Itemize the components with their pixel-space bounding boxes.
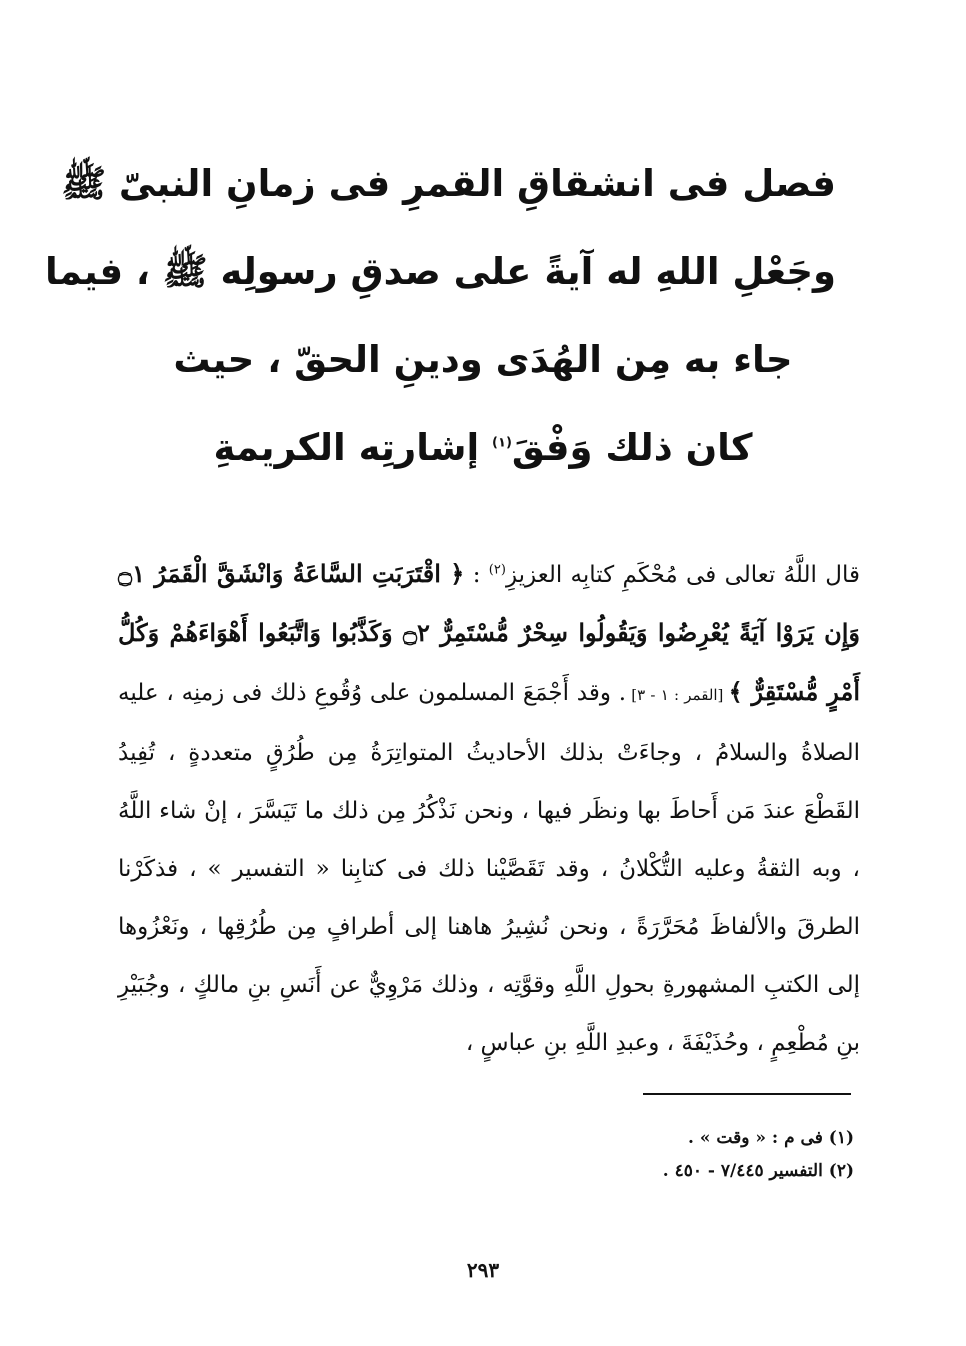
- footnote-1: (١) فى م : « وقت » .: [688, 1128, 854, 1148]
- heading-line-2: وجَعْلِ اللهِ له آيةً على صدقِ رسولِه ﷺ ، فيما: [45, 250, 836, 293]
- verse-reference: [القمر : ١ - ٣]: [626, 686, 729, 704]
- heading-line-1: فصل فى انشقاقِ القمرِ فى زمانِ النبىّ ﷺ: [61, 162, 836, 205]
- footnote-2: (٢) التفسير ٧/٤٤٥ - ٤٥٠ .: [662, 1161, 854, 1181]
- chapter-heading: [45, 140, 836, 492]
- body-paragraph: [118, 545, 860, 1072]
- page-number: ٢٩٣: [466, 1258, 500, 1282]
- body-rest: . وقد أَجْمَعَ المسلمون على وُقُوعِ ذلك فى زمنِه ، عليه الصلاةُ والسلامُ ، وجاءَتْ بذلك الأحاديثُ المتواتِرَةُ مِن طُرُقٍ متعددةٍ ، تُفِيدُ القَطْعَ عندَ مَن أَحاطَ بها ونظَر فيها ، ونحن نَذْكُرُ مِن ذلك ما تَيَسَّرَ ، إنْ شاء اللَّهُ ، وبه الثقةُ وعليه التُّكْلانُ ، وقد تَقَصَّيْنا ذلك فى كتابِنا « التفسير » ، فذكَرْنا الطرقَ والألفاظَ مُحَرَّرَةً ، ونحن نُشِيرُ هاهنا إلى أطرافٍ مِن طُرُقِها ، ونَعْزُوها إلى الكتبِ المشهورةِ بحولِ اللَّهِ وقوَّتِه ، وذلك مَرْوِيٌّ عن أَنَسِ بنِ مالكٍ ، وجُبَيْرِ بنِ مُطْعِمٍ ، وحُذَيْفَةَ ، وعبدِ اللَّهِ بنِ عباسٍ ،: [118, 680, 860, 1056]
- footnote-marker-2: (٢): [488, 562, 506, 578]
- heading-line-3: جاء به مِن الهُدَى ودينِ الحقّ ، حيث: [173, 338, 793, 381]
- body-intro: قال اللَّهُ تعالى فى مُحْكَمِ كتابِه العزيزِ: [505, 562, 861, 588]
- quran-verse: ﴿ اقْتَرَبَتِ السَّاعَةُ وَانْشَقَّ الْقَمَرُ ۝١ وَإِن يَرَوْا آيَةً يُعْرِضُوا وَيَقُولُوا سِحْرٌ مُّسْتَمِرٌّ ۝٢ وَكَذَّبُوا وَاتَّبَعُوا أَهْوَاءَهُمْ وَكُلُّ أَمْرٍ مُّسْتَقِرٌّ ﴾: [118, 559, 860, 706]
- body-colon: :: [464, 562, 489, 588]
- footnotes: [118, 1122, 854, 1188]
- heading-line-4-end: إشارتِه الكريمةِ: [213, 426, 493, 469]
- footnote-divider: [643, 1093, 851, 1095]
- heading-line-4: [130, 404, 836, 492]
- heading-line-4-start: كان ذلك وَفْقَ: [511, 426, 753, 469]
- footnote-marker-1: (١): [492, 435, 512, 451]
